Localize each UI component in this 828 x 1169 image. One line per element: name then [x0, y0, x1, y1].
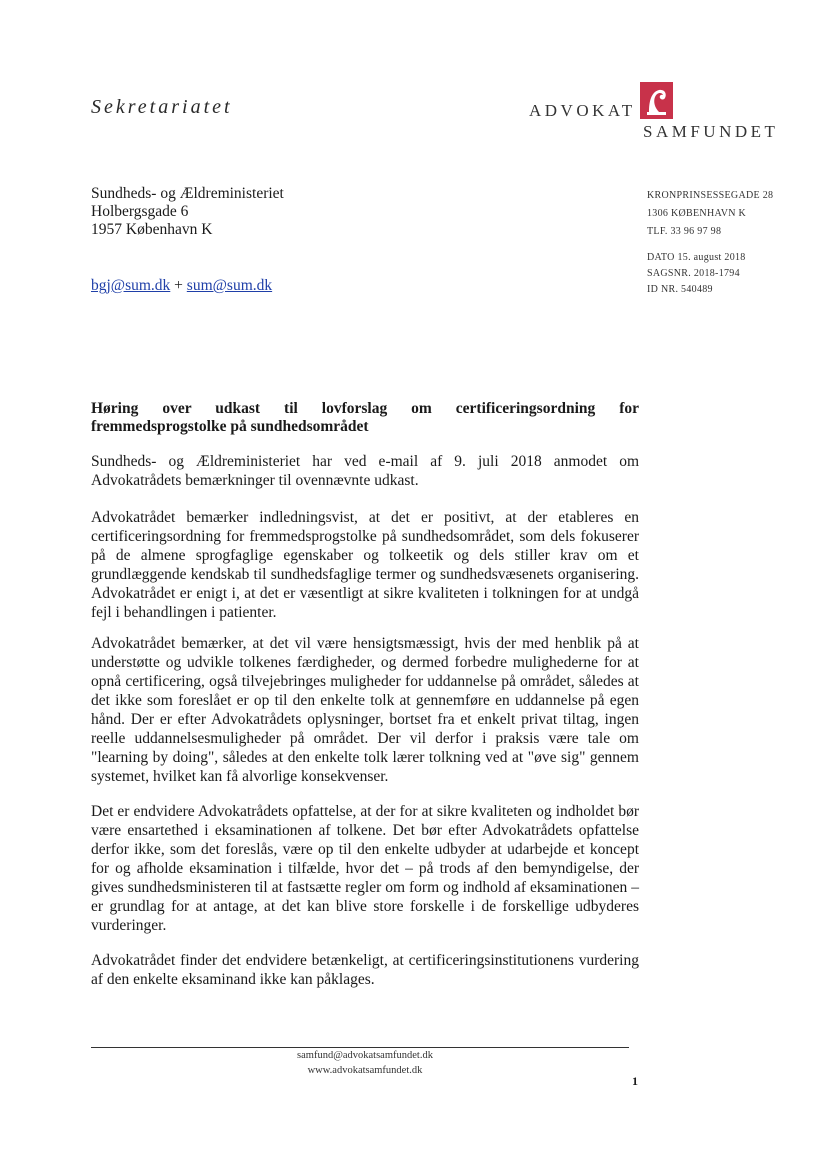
paragraph-2: Advokatrådet bemærker indledningsvist, at det er positivt, at der etableres en certificeringsordning for fremmedsprogstolke på sundhedsområdet, som dels fokuserer på de almene sprogfaglige egenskaber og tolkeetik og dels stiller krav om et grundlæggende kendskab til sundhedsfaglige termer og sundhedsvæsenets organisering. Advokatrådet er enigt i, at det er væsentligt at sikre kvaliteten i tolkningen for at undgå fejl i behandlingen i patienter.: [91, 509, 639, 621]
paragraph-5: Advokatrådet finder det endvidere betænkeligt, at certificeringsinstitutionens vurdering af den enkelte eksaminand ikke kan påklages.: [91, 952, 639, 988]
recipient-street: Holbergsgade 6: [91, 203, 189, 220]
paragraph-3: Advokatrådet bemærker, at det vil være hensigtsmæssigt, hvis der med henblik på at understøtte og udvikle tolkenes færdigheder, og dermed forbedre mulighederne for at opnå certificering, også tilvejebringes muligheder for uddannelse på området, således at det ikke som foreslået er op til den enkelte tolk at gennemføre en uddannelse på egen hånd. Der er efter Advokatrådets oplysninger, bortset fra et enkelt privat tiltag, ingen reelle uddannelsesmuligheder på området. Der vil derfor i praksis være tale om "learning by doing", således at den enkelte tolk lærer tolkning ved at "øve sig" gennem systemet, hvilket kan få alvorlige konsekvenser.: [91, 635, 639, 785]
paragraph-4: Det er endvidere Advokatrådets opfattelse, at der for at sikre kvaliteten og indholdet bør være ensartethed i eksaminationen af tolkene. Det bør efter Advokatrådets opfattelse derfor ikke, som det foreslås, være op til den enkelte udbyder at udarbejde et koncept for og afholde eksamination i tilfælde, hvor det – på trods af den bemyndigelse, der gives sundhedsministeren til at fastsætte regler om form og indhold af eksaminationen – er grundlag for at antage, at det kan blive store forskelle i de forskellige udbyderes vurderinger.: [91, 803, 639, 934]
letter-date: DATO 15. august 2018: [647, 252, 746, 263]
department-name: Sekretariatet: [91, 96, 233, 118]
recipient-emails: [91, 277, 272, 295]
footer-divider: [91, 1047, 629, 1048]
logo-text-advokat: ADVOKAT: [529, 101, 636, 120]
id-number: ID NR. 540489: [647, 284, 713, 295]
advokatsamfundet-logo-icon: [640, 82, 673, 119]
email-separator: +: [174, 277, 183, 294]
page-number: 1: [632, 1074, 638, 1088]
email-link-bgj[interactable]: bgj@sum.dk: [91, 277, 171, 294]
sender-city: 1306 KØBENHAVN K: [647, 208, 747, 219]
email-link-sum[interactable]: sum@sum.dk: [186, 277, 273, 294]
footer-email: samfund@advokatsamfundet.dk: [297, 1050, 433, 1061]
recipient-name: Sundheds- og Ældreministeriet: [91, 185, 284, 202]
letter-subject: [91, 400, 639, 436]
footer-website: www.advokatsamfundet.dk: [307, 1065, 423, 1076]
sender-phone: TLF. 33 96 97 98: [647, 226, 722, 237]
paragraph-1: Sundheds- og Ældreministeriet har ved e-mail af 9. juli 2018 anmodet om Advokatrådets bemærkninger til ovennævnte udkast.: [91, 453, 639, 489]
case-number: SAGSNR. 2018-1794: [647, 268, 740, 279]
subject-line-1: Høring over udkast til lovforslag om certificeringsordning for: [91, 400, 639, 417]
recipient-address: [91, 185, 284, 239]
subject-line-2: fremmedsprogstolke på sundhedsområdet: [91, 418, 369, 435]
logo-text-samfundet: SAMFUNDET: [643, 122, 779, 141]
recipient-city: 1957 København K: [91, 221, 213, 238]
sender-street: KRONPRINSESSEGADE 28: [647, 190, 774, 201]
